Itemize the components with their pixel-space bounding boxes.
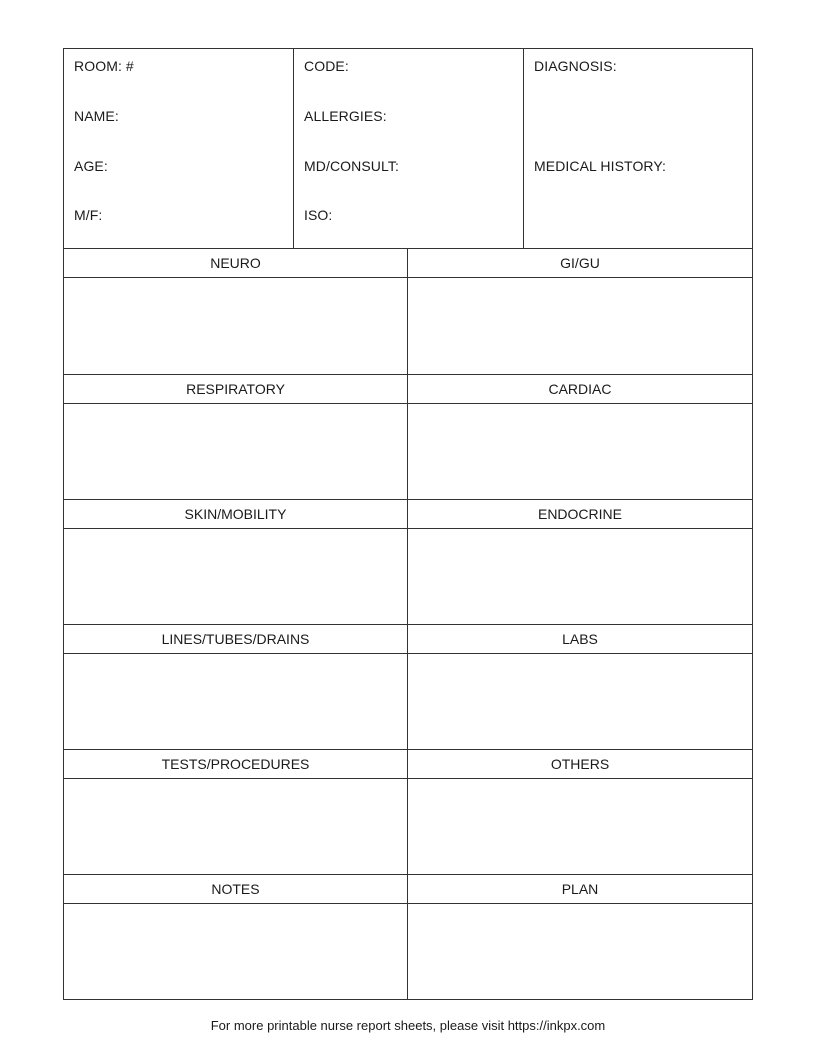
section-row (64, 749, 752, 874)
section-notes-area[interactable] (64, 278, 407, 374)
section-lines-tubes-drains (64, 625, 408, 749)
section-notes-area[interactable] (64, 779, 407, 874)
section-title: CARDIAC (408, 375, 752, 404)
patient-info-column-2 (294, 49, 524, 248)
section-endocrine (408, 500, 752, 624)
section-respiratory (64, 375, 408, 499)
section-notes-area[interactable] (408, 779, 752, 874)
section-notes (64, 875, 408, 999)
name-field[interactable]: NAME: (74, 108, 119, 124)
section-row (64, 374, 752, 499)
section-title: PLAN (408, 875, 752, 904)
patient-info-header (63, 48, 753, 249)
section-notes-area[interactable] (64, 529, 407, 624)
section-title: ENDOCRINE (408, 500, 752, 529)
section-title: TESTS/PROCEDURES (64, 750, 407, 779)
section-title: LINES/TUBES/DRAINS (64, 625, 407, 654)
room-field[interactable]: ROOM: # (74, 58, 134, 74)
nurse-report-sheet (63, 48, 753, 1000)
section-notes-area[interactable] (408, 404, 752, 499)
footer-note: For more printable nurse report sheets, please visit https://inkpx.com (210, 1018, 606, 1033)
section-notes-area[interactable] (408, 904, 752, 999)
patient-info-column-1 (64, 49, 294, 248)
section-title: RESPIRATORY (64, 375, 407, 404)
section-cardiac (408, 375, 752, 499)
section-labs (408, 625, 752, 749)
section-notes-area[interactable] (408, 529, 752, 624)
section-notes-area[interactable] (64, 404, 407, 499)
section-title: GI/GU (408, 249, 752, 278)
assessment-sections (63, 249, 753, 1000)
section-title: NOTES (64, 875, 407, 904)
section-row (64, 874, 752, 999)
age-field[interactable]: AGE: (74, 158, 108, 174)
code-field[interactable]: CODE: (304, 58, 349, 74)
section-notes-area[interactable] (408, 654, 752, 749)
section-notes-area[interactable] (64, 904, 407, 999)
section-row (64, 624, 752, 749)
section-title: LABS (408, 625, 752, 654)
section-notes-area[interactable] (408, 278, 752, 374)
section-title: OTHERS (408, 750, 752, 779)
section-skin-mobility (64, 500, 408, 624)
section-tests-procedures (64, 750, 408, 874)
md-consult-field[interactable]: MD/CONSULT: (304, 158, 399, 174)
sex-field[interactable]: M/F: (74, 207, 103, 223)
section-notes-area[interactable] (64, 654, 407, 749)
diagnosis-field[interactable]: DIAGNOSIS: (534, 58, 617, 74)
section-others (408, 750, 752, 874)
section-plan (408, 875, 752, 999)
section-neuro (64, 249, 408, 374)
patient-info-column-3 (524, 49, 752, 248)
section-row (64, 499, 752, 624)
section-gi-gu (408, 249, 752, 374)
section-title: SKIN/MOBILITY (64, 500, 407, 529)
medical-history-field[interactable]: MEDICAL HISTORY: (534, 158, 667, 174)
iso-field[interactable]: ISO: (304, 207, 333, 223)
allergies-field[interactable]: ALLERGIES: (304, 108, 387, 124)
section-title: NEURO (64, 249, 407, 278)
section-row (64, 249, 752, 374)
